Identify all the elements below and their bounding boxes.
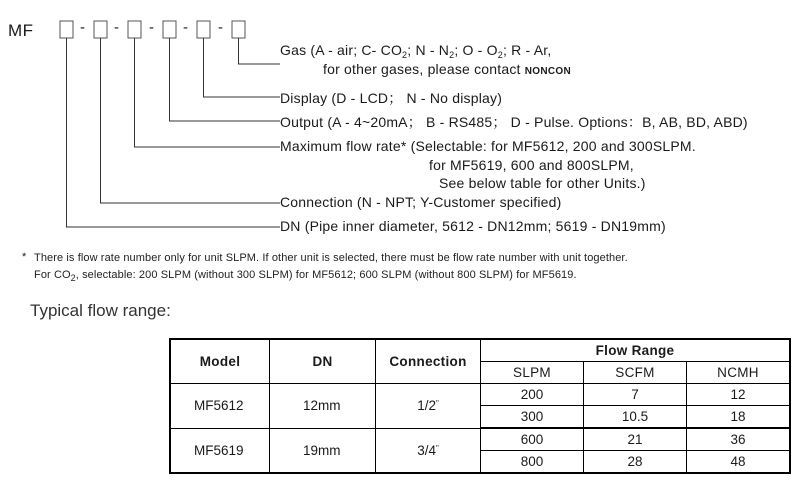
- connection-size: 3/4: [417, 442, 436, 458]
- cell-scfm: 10.5: [584, 406, 687, 429]
- cell-ncmh: 18: [687, 406, 791, 429]
- subscript: 2: [449, 50, 455, 60]
- cell-ncmh: 36: [687, 428, 791, 451]
- cell-model: MF5619: [170, 428, 270, 473]
- footnote-star: *: [22, 251, 27, 263]
- cell-dn: 12mm: [270, 384, 376, 429]
- connection-size: 1/2: [417, 398, 436, 414]
- cell-scfm: 21: [584, 428, 687, 451]
- flow-range-table: [169, 338, 791, 474]
- code-separator: -: [149, 19, 154, 36]
- field-desc-gas-cont: for other gases, please contact NONCON: [323, 61, 571, 77]
- leader-line-gas: [239, 38, 281, 64]
- field-desc-connection: Connection (N - NPT; Y-Customer specified): [280, 194, 562, 210]
- field-desc-flow-rate-cont: for MF5619, 600 and 800SLPM,: [429, 157, 634, 173]
- field-desc-output: Output (A - 4~20mA； B - RS485； D - Pulse. Options：B, AB, BD, ABD): [280, 114, 748, 130]
- cell-connection: [376, 428, 481, 473]
- cell-ncmh: 12: [687, 384, 791, 406]
- cell-scfm: 28: [584, 451, 687, 474]
- leader-line-flow-rate: [135, 38, 281, 147]
- section-title: Typical flow range:: [30, 301, 171, 320]
- column-header-scfm: SCFM: [584, 362, 687, 384]
- footnote-line: There is flow rate number only for unit SLPM. If other unit is selected, there must be flow rate number with unit together.: [34, 252, 628, 264]
- model-code-prefix: MF: [8, 21, 34, 40]
- table-row: [170, 428, 790, 451]
- cell-scfm: 7: [584, 384, 687, 406]
- field-desc-gas: Gas (A - air; C- $CO_2$; N - $N_2$; O - $O_2$; R - Ar,: [280, 42, 552, 60]
- subscript: 2: [402, 50, 408, 60]
- cell-slpm: 200: [481, 384, 584, 406]
- cell-slpm: 300: [481, 406, 584, 429]
- code-separator: -: [80, 19, 85, 36]
- cell-slpm: 600: [481, 428, 584, 451]
- subscript: 2: [70, 273, 76, 283]
- leader-line-output: [170, 38, 281, 121]
- column-header-slpm: SLPM: [481, 362, 584, 384]
- field-desc-flow-rate: Maximum flow rate* (Selectable: for MF5612, 200 and 300SLPM.: [280, 138, 696, 154]
- subscript: 2: [497, 50, 503, 60]
- leader-line-dn: [67, 38, 281, 227]
- column-header-flow-range: Flow Range: [481, 339, 791, 362]
- brand-name: NONCON: [524, 66, 571, 77]
- code-box-output: [163, 21, 176, 38]
- column-header-connection: Connection: [376, 339, 481, 384]
- code-separator: -: [218, 19, 223, 36]
- column-header-model: Model: [170, 339, 270, 384]
- code-box-connection: [94, 21, 107, 38]
- field-desc-display: Display (D - LCD； N - No display): [280, 90, 503, 106]
- column-header-dn: DN: [270, 339, 376, 384]
- cell-connection: [376, 384, 481, 429]
- inch-mark: ": [435, 443, 439, 453]
- code-separator: -: [114, 19, 119, 36]
- code-box-gas: [232, 21, 245, 38]
- cell-slpm: 800: [481, 451, 584, 474]
- code-box-flow-rate: [128, 21, 141, 38]
- column-header-ncmh: NCMH: [687, 362, 791, 384]
- leader-line-display: [204, 38, 281, 97]
- cell-model: MF5612: [170, 384, 270, 429]
- cell-dn: 19mm: [270, 428, 376, 473]
- field-desc-flow-rate-cont: See below table for other Units.): [439, 175, 646, 191]
- field-desc-dn: DN (Pipe inner diameter, 5612 - DN12mm; 5619 - DN19mm): [280, 218, 666, 234]
- inch-mark: ": [435, 399, 439, 409]
- cell-ncmh: 48: [687, 451, 791, 474]
- code-box-dn: [60, 21, 73, 38]
- footnote-line: For $CO_2$, selectable: 200 SLPM (without 300 SLPM) for MF5612; 600 SLPM (without 800 SLPM) for MF5619.: [34, 269, 577, 283]
- code-box-display: [197, 21, 210, 38]
- code-separator: -: [183, 19, 188, 36]
- table-row: [170, 384, 790, 406]
